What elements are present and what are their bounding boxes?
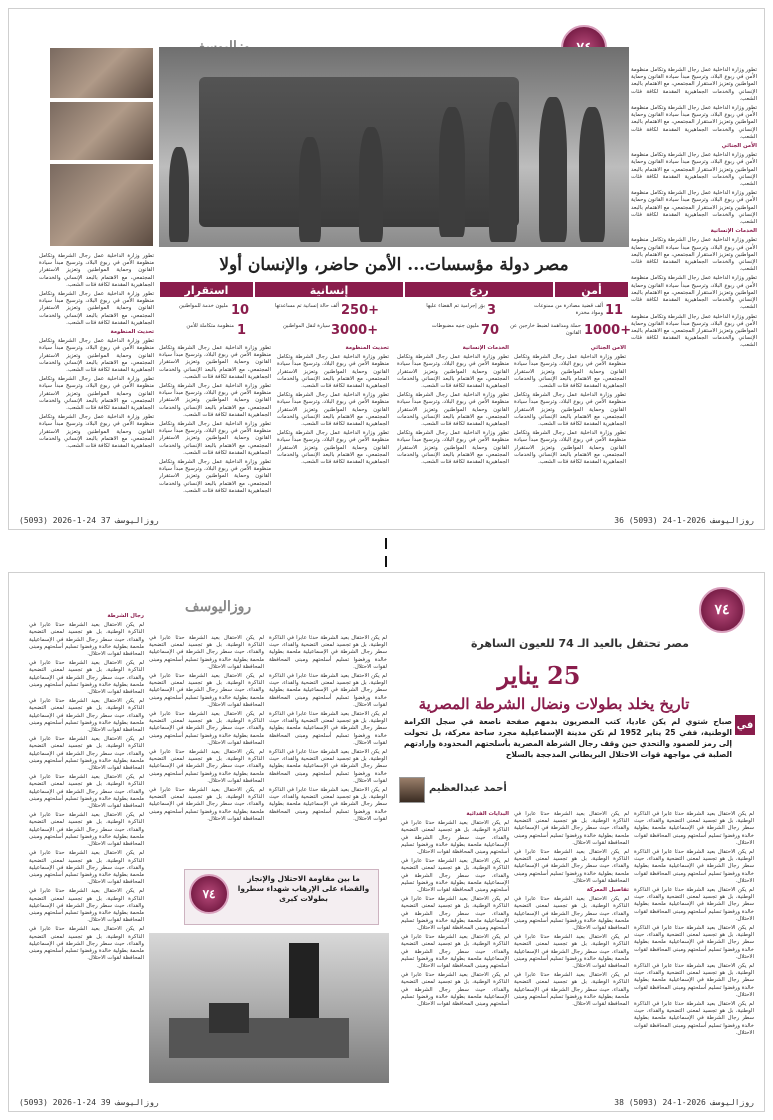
body-paragraph: تطور وزارة الداخلية عمل رجال الشرطة وتكامل منظومة الأمن في ربوع البلاد، وترسيخ مبدأ سيادة القانون وحماية المواطنين وتعزيز الاستقرار المجتمعي، مع الاهتمام بالبعد الإنساني والخدمات الجماهيرية المقدمة لكافة فئات الشعب. — [39, 376, 154, 412]
body-paragraph: تطور وزارة الداخلية عمل رجال الشرطة وتكامل منظومة الأمن في ربوع البلاد، وترسيخ مبدأ سيادة القانون وحماية المواطنين وتعزيز الاستقرار المجتمعي، مع الاهتمام بالبعد الإنساني والخدمات الجماهيرية المقدمة لكافة فئات الشعب. — [631, 67, 757, 102]
body-paragraph: تطور وزارة الداخلية عمل رجال الشرطة وتكامل منظومة الأمن في ربوع البلاد، وترسيخ مبدأ سيادة القانون وحماية المواطنين وتعزيز الاستقرار المجتمعي، مع الاهتمام بالبعد الإنساني والخدمات الجماهيرية المقدمة لكافة فئات الشعب. — [159, 383, 271, 418]
stat-header: ردع — [404, 281, 554, 298]
fold-mark — [385, 556, 387, 567]
article-column — [397, 345, 509, 513]
subheading: الخدمات الإنسانية — [710, 228, 757, 235]
thumbnail-photo — [49, 163, 154, 247]
body-paragraph: تطور وزارة الداخلية عمل رجال الشرطة وتكامل منظومة الأمن في ربوع البلاد، وترسيخ مبدأ سيادة القانون وحماية المواطنين وتعزيز الاستقرار المجتمعي، مع الاهتمام بالبعد الإنساني والخدمات الجماهيرية المقدمة لكافة فئات الشعب. — [631, 275, 757, 311]
body-paragraph: لم يكن الاحتفال بعيد الشرطة حدثا عابرا في الذاكرة الوطنية، بل هو تجسيد لمعنى التضحية والفداء، حيث سطر رجال الشرطة في الإسماعيلية ملحمة بطولية خالدة ورفضوا تسليم أسلحتهم ومبنى المحافظة لقوات الاحتلال. — [401, 934, 509, 970]
body-paragraph: لم يكن الاحتفال بعيد الشرطة حدثا عابرا في الذاكرة الوطنية، بل هو تجسيد لمعنى التضحية والفداء، حيث سطر رجال الشرطة في الإسماعيلية ملحمة بطولية خالدة ورفضوا تسليم أسلحتهم ومبنى المحافظة لقوات الاحتلال. — [514, 811, 629, 846]
body-paragraph: تطور وزارة الداخلية عمل رجال الشرطة وتكامل منظومة الأمن في ربوع البلاد، وترسيخ مبدأ سيادة القانون وحماية المواطنين وتعزيز الاستقرار المجتمعي، مع الاهتمام بالبعد الإنساني والخدمات الجماهيرية المقدمة لكافة فئات الشعب. — [631, 105, 757, 140]
subheading: تحديث المنظومة — [345, 345, 389, 351]
stat-text: مليون جنيه مضبوطات — [431, 323, 479, 329]
stat-number: 10 — [231, 303, 250, 318]
historical-photo — [149, 933, 389, 1083]
body-paragraph: لم يكن الاحتفال بعيد الشرطة حدثا عابرا في الذاكرة الوطنية، بل هو تجسيد لمعنى التضحية والفداء، حيث سطر رجال الشرطة في الإسماعيلية ملحمة بطولية خالدة ورفضوا تسليم أسلحتهم ومبنى المحافظة لقوات الاحتلال. — [29, 926, 144, 962]
subheading: تحديث المنظومة — [110, 329, 154, 336]
subheading: الأمن الجنائي — [590, 345, 626, 351]
stat-number: 1 — [237, 323, 247, 338]
body-paragraph: لم يكن الاحتفال بعيد الشرطة حدثا عابرا في الذاكرة الوطنية، بل هو تجسيد لمعنى التضحية والفداء، حيث سطر رجال الشرطة في الإسماعيلية ملحمة بطولية خالدة ورفضوا تسليم أسلحتهم ومبنى المحافظة لقوات الاحتلال. — [401, 858, 509, 894]
body-paragraph: لم يكن الاحتفال بعيد الشرطة حدثا عابرا في الذاكرة الوطنية، بل هو تجسيد لمعنى التضحية والفداء، حيث سطر رجال الشرطة في الإسماعيلية ملحمة بطولية خالدة ورفضوا تسليم أسلحتهم ومبنى المحافظة لقوات الاحتلال. — [29, 698, 144, 734]
body-paragraph: تطور وزارة الداخلية عمل رجال الشرطة وتكامل منظومة الأمن في ربوع البلاد، وترسيخ مبدأ سيادة القانون وحماية المواطنين وتعزيز الاستقرار المجتمعي، مع الاهتمام بالبعد الإنساني والخدمات الجماهيرية المقدمة لكافة فئات الشعب. — [39, 338, 154, 374]
rubble-shape — [169, 1018, 349, 1058]
body-paragraph: لم يكن الاحتفال بعيد الشرطة حدثا عابرا في الذاكرة الوطنية، بل هو تجسيد لمعنى التضحية والفداء، حيث سطر رجال الشرطة في الإسماعيلية ملحمة بطولية خالدة ورفضوا تسليم أسلحتهم ومبنى المحافظة لقوات الاحتلال. — [514, 849, 629, 884]
fold-mark — [385, 538, 387, 549]
hero-photo — [159, 47, 629, 247]
body-paragraph: لم يكن الاحتفال بعيد الشرطة حدثا عابرا في الذاكرة الوطنية، بل هو تجسيد لمعنى التضحية والفداء، حيث سطر رجال الشرطة في الإسماعيلية ملحمة بطولية خالدة ورفضوا تسليم أسلحتهم ومبنى المحافظة لقوات الاحتلال. — [149, 673, 264, 708]
page-footer: 38 روزاليوسف 2026-1-24 (5093) — [614, 1098, 754, 1107]
soldier-shape — [299, 137, 321, 242]
body-paragraph: لم يكن الاحتفال بعيد الشرطة حدثا عابرا في الذاكرة الوطنية، بل هو تجسيد لمعنى التضحية والفداء، حيث سطر رجال الشرطة في الإسماعيلية ملحمة بطولية خالدة ورفضوا تسليم أسلحتهم ومبنى المحافظة لقوات الاحتلال. — [401, 972, 509, 1008]
body-paragraph: لم يكن الاحتفال بعيد الشرطة حدثا عابرا في الذاكرة الوطنية، بل هو تجسيد لمعنى التضحية والفداء، حيث سطر رجال الشرطة في الإسماعيلية ملحمة بطولية خالدة ورفضوا تسليم أسلحتهم ومبنى المحافظة لقوات الاحتلال. — [269, 673, 387, 708]
soldier-shape — [289, 943, 319, 1023]
body-paragraph: لم يكن الاحتفال بعيد الشرطة حدثا عابرا في الذاكرة الوطنية، بل هو تجسيد لمعنى التضحية والفداء، حيث سطر رجال الشرطة في الإسماعيلية ملحمة بطولية خالدة ورفضوا تسليم أسلحتهم ومبنى المحافظة لقوات الاحتلال. — [634, 963, 754, 998]
body-paragraph: تطور وزارة الداخلية عمل رجال الشرطة وتكامل منظومة الأمن في ربوع البلاد، وترسيخ مبدأ سيادة القانون وحماية المواطنين وتعزيز الاستقرار المجتمعي، مع الاهتمام بالبعد الإنساني والخدمات الجماهيرية المقدمة لكافة فئات الشعب. — [39, 414, 154, 450]
body-paragraph: تطور وزارة الداخلية عمل رجال الشرطة وتكامل منظومة الأمن في ربوع البلاد، وترسيخ مبدأ سيادة القانون وحماية المواطنين وتعزيز الاستقرار المجتمعي، مع الاهتمام بالبعد الإنساني والخدمات الجماهيرية المقدمة لكافة فئات الشعب. — [631, 152, 757, 188]
body-paragraph: تطور وزارة الداخلية عمل رجال الشرطة وتكامل منظومة الأمن في ربوع البلاد، وترسيخ مبدأ سيادة القانون وحماية المواطنين وتعزيز الاستقرار المجتمعي، مع الاهتمام بالبعد الإنساني والخدمات الجماهيرية المقدمة لكافة فئات الشعب. — [39, 253, 154, 288]
body-paragraph: لم يكن الاحتفال بعيد الشرطة حدثا عابرا في الذاكرة الوطنية، بل هو تجسيد لمعنى التضحية والفداء، حيث سطر رجال الشرطة في الإسماعيلية ملحمة بطولية خالدة ورفضوا تسليم أسلحتهم ومبنى المحافظة لقوات الاحتلال. — [269, 787, 387, 822]
body-paragraph: تطور وزارة الداخلية عمل رجال الشرطة وتكامل منظومة الأمن في ربوع البلاد، وترسيخ مبدأ سيادة القانون وحماية المواطنين وتعزيز الاستقرار المجتمعي، مع الاهتمام بالبعد الإنساني والخدمات الجماهيرية المقدمة لكافة فئات الشعب. — [39, 291, 154, 326]
body-paragraph: لم يكن الاحتفال بعيد الشرطة حدثا عابرا في الذاكرة الوطنية، بل هو تجسيد لمعنى التضحية والفداء، حيث سطر رجال الشرطة في الإسماعيلية ملحمة بطولية خالدة ورفضوا تسليم أسلحتهم ومبنى المحافظة لقوات الاحتلال. — [29, 888, 144, 924]
body-paragraph: لم يكن الاحتفال بعيد الشرطة حدثا عابرا في الذاكرة الوطنية، بل هو تجسيد لمعنى التضحية والفداء، حيث سطر رجال الشرطة في الإسماعيلية ملحمة بطولية خالدة ورفضوا تسليم أسلحتهم ومبنى المحافظة لقوات الاحتلال. — [29, 736, 144, 772]
article-column — [634, 811, 754, 1081]
article-column — [149, 635, 264, 865]
magazine-spread-top — [8, 8, 765, 530]
title-date: 25 يناير — [497, 661, 581, 690]
soldier-shape — [209, 1003, 249, 1033]
page-footer: (5093) 2026-1-24 روزاليوسف 37 — [19, 516, 159, 525]
body-paragraph: لم يكن الاحتفال بعيد الشرطة حدثا عابرا في الذاكرة الوطنية، بل هو تجسيد لمعنى التضحية والفداء، حيث سطر رجال الشرطة في الإسماعيلية ملحمة بطولية خالدة ورفضوا تسليم أسلحتهم ومبنى المحافظة لقوات الاحتلال. — [634, 925, 754, 960]
article-column — [39, 253, 154, 513]
stat-text: ألف حالة إنسانية تم مساعدتها — [274, 303, 339, 309]
stat-text: ألف قضية مصادرة من ممنوعات ومواد مخدرة — [533, 303, 603, 316]
stat-number: +3000 — [331, 323, 379, 338]
page-footer: 36 روزاليوسف 2026-1-24 (5093) — [614, 516, 754, 525]
body-paragraph: لم يكن الاحتفال بعيد الشرطة حدثا عابرا في الذاكرة الوطنية، بل هو تجسيد لمعنى التضحية والفداء، حيث سطر رجال الشرطة في الإسماعيلية ملحمة بطولية خالدة ورفضوا تسليم أسلحتهم ومبنى المحافظة لقوات الاحتلال. — [149, 711, 264, 746]
subheading: رجال الشرطة — [107, 613, 144, 619]
article-column — [269, 635, 387, 865]
body-paragraph: لم يكن الاحتفال بعيد الشرطة حدثا عابرا في الذاكرة الوطنية، بل هو تجسيد لمعنى التضحية والفداء، حيث سطر رجال الشرطة في الإسماعيلية ملحمة بطولية خالدة ورفضوا تسليم أسلحتهم ومبنى المحافظة لقوات الاحتلال. — [29, 622, 144, 658]
pull-quote: ما بين مقاومة الاحتلال والإنجاز والقضاء على الإرهاب شهداء سطروا بطولات كبرى — [237, 874, 370, 903]
article-column — [277, 345, 389, 513]
article-column — [514, 345, 626, 513]
thumbnail-photo — [49, 101, 154, 161]
body-paragraph: لم يكن الاحتفال بعيد الشرطة حدثا عابرا في الذاكرة الوطنية، بل هو تجسيد لمعنى التضحية والفداء، حيث سطر رجال الشرطة في الإسماعيلية ملحمة بطولية خالدة ورفضوا تسليم أسلحتهم ومبنى المحافظة لقوات الاحتلال. — [29, 660, 144, 696]
headline: مصر دولة مؤسسات... الأمن حاضر، والإنسان أولا — [219, 255, 569, 275]
body-paragraph: لم يكن الاحتفال بعيد الشرطة حدثا عابرا في الذاكرة الوطنية، بل هو تجسيد لمعنى التضحية والفداء، حيث سطر رجال الشرطة في الإسماعيلية ملحمة بطولية خالدة ورفضوا تسليم أسلحتهم ومبنى المحافظة لقوات الاحتلال. — [634, 849, 754, 884]
soldier-shape — [169, 147, 189, 242]
body-paragraph: تطور وزارة الداخلية عمل رجال الشرطة وتكامل منظومة الأمن في ربوع البلاد، وترسيخ مبدأ سيادة القانون وحماية المواطنين وتعزيز الاستقرار المجتمعي، مع الاهتمام بالبعد الإنساني والخدمات الجماهيرية المقدمة لكافة فئات الشعب. — [631, 190, 757, 226]
soldier-shape — [439, 107, 465, 237]
author-photo — [399, 777, 425, 803]
body-paragraph: لم يكن الاحتفال بعيد الشرطة حدثا عابرا في الذاكرة الوطنية، بل هو تجسيد لمعنى التضحية والفداء، حيث سطر رجال الشرطة في الإسماعيلية ملحمة بطولية خالدة ورفضوا تسليم أسلحتهم ومبنى المحافظة لقوات الاحتلال. — [29, 812, 144, 848]
author-name: أحمد عبدالعظيم — [429, 783, 507, 794]
body-paragraph: لم يكن الاحتفال بعيد الشرطة حدثا عابرا في الذاكرة الوطنية، بل هو تجسيد لمعنى التضحية والفداء، حيث سطر رجال الشرطة في الإسماعيلية ملحمة بطولية خالدة ورفضوا تسليم أسلحتهم ومبنى المحافظة لقوات الاحتلال. — [634, 811, 754, 846]
body-paragraph: لم يكن الاحتفال بعيد الشرطة حدثا عابرا في الذاكرة الوطنية، بل هو تجسيد لمعنى التضحية والفداء، حيث سطر رجال الشرطة في الإسماعيلية ملحمة بطولية خالدة ورفضوا تسليم أسلحتهم ومبنى المحافظة لقوات الاحتلال. — [269, 711, 387, 746]
subheading: الأمن الجنائي — [721, 143, 757, 150]
article-column — [514, 811, 629, 1081]
stat-text: حملة ومداهمة لضبط خارجين عن القانون — [510, 323, 581, 336]
article-column — [159, 345, 271, 513]
subheading: تفاصيل المعركة — [586, 887, 629, 894]
body-paragraph: لم يكن الاحتفال بعيد الشرطة حدثا عابرا في الذاكرة الوطنية، بل هو تجسيد لمعنى التضحية والفداء، حيث سطر رجال الشرطة في الإسماعيلية ملحمة بطولية خالدة ورفضوا تسليم أسلحتهم ومبنى المحافظة لقوات الاحتلال. — [149, 749, 264, 784]
stat-text: مليون خدمة للمواطنين — [179, 303, 228, 309]
lead-paragraph: صباح شتوي لم يكن عاديا، كتب المصريون بدمهم صفحة ناصعة في سجل الكرامة الوطنية، ففي 25 يناير 1952 لم تكن مدينة الإسماعيلية مجرد ساحة معركة، بل تحولت إلى رمز للصمود والتحدي حين وقف رجال الشرطة المصرية بأسلحتهم المحدودة وإرادتهم الصلبة في مواجهة قوات الاحتلال البريطاني المدججة بالسلاح — [404, 717, 732, 759]
page-footer: (5093) 2026-1-24 روزاليوسف 39 — [19, 1098, 159, 1107]
stat-number: +250 — [341, 303, 380, 318]
body-paragraph: تطور وزارة الداخلية عمل رجال الشرطة وتكامل منظومة الأمن في ربوع البلاد، وترسيخ مبدأ سيادة القانون وحماية المواطنين وتعزيز الاستقرار المجتمعي، مع الاهتمام بالبعد الإنساني والخدمات الجماهيرية المقدمة لكافة فئات الشعب. — [514, 430, 626, 466]
stat-number: +1000 — [584, 323, 632, 338]
lead-initial: في — [735, 715, 755, 735]
body-paragraph: تطور وزارة الداخلية عمل رجال الشرطة وتكامل منظومة الأمن في ربوع البلاد، وترسيخ مبدأ سيادة القانون وحماية المواطنين وتعزيز الاستقرار المجتمعي، مع الاهتمام بالبعد الإنساني والخدمات الجماهيرية المقدمة لكافة فئات الشعب. — [159, 345, 271, 380]
title-main: تاريخ يخلد بطولات ونضال الشرطة المصرية — [418, 695, 690, 713]
soldier-shape — [539, 97, 567, 242]
anniversary-badge: ٧٤ — [189, 874, 229, 914]
body-paragraph: تطور وزارة الداخلية عمل رجال الشرطة وتكامل منظومة الأمن في ربوع البلاد، وترسيخ مبدأ سيادة القانون وحماية المواطنين وتعزيز الاستقرار المجتمعي، مع الاهتمام بالبعد الإنساني والخدمات الجماهيرية المقدمة لكافة فئات الشعب. — [397, 354, 509, 390]
magazine-spread-bottom — [8, 572, 765, 1112]
stat-header: إنسانية — [254, 281, 404, 298]
body-paragraph: تطور وزارة الداخلية عمل رجال الشرطة وتكامل منظومة الأمن في ربوع البلاد، وترسيخ مبدأ سيادة القانون وحماية المواطنين وتعزيز الاستقرار المجتمعي، مع الاهتمام بالبعد الإنساني والخدمات الجماهيرية المقدمة لكافة فئات الشعب. — [631, 313, 757, 349]
body-paragraph: لم يكن الاحتفال بعيد الشرطة حدثا عابرا في الذاكرة الوطنية، بل هو تجسيد لمعنى التضحية والفداء، حيث سطر رجال الشرطة في الإسماعيلية ملحمة بطولية خالدة ورفضوا تسليم أسلحتهم ومبنى المحافظة لقوات الاحتلال. — [514, 896, 629, 932]
stat-header: أمن — [554, 281, 629, 298]
thumbnail-photo — [49, 47, 154, 99]
body-paragraph: لم يكن الاحتفال بعيد الشرطة حدثا عابرا في الذاكرة الوطنية، بل هو تجسيد لمعنى التضحية والفداء، حيث سطر رجال الشرطة في الإسماعيلية ملحمة بطولية خالدة ورفضوا تسليم أسلحتهم ومبنى المحافظة لقوات الاحتلال. — [269, 749, 387, 784]
body-paragraph: تطور وزارة الداخلية عمل رجال الشرطة وتكامل منظومة الأمن في ربوع البلاد، وترسيخ مبدأ سيادة القانون وحماية المواطنين وتعزيز الاستقرار المجتمعي، مع الاهتمام بالبعد الإنساني والخدمات الجماهيرية المقدمة لكافة فئات الشعب. — [514, 354, 626, 390]
body-paragraph: تطور وزارة الداخلية عمل رجال الشرطة وتكامل منظومة الأمن في ربوع البلاد، وترسيخ مبدأ سيادة القانون وحماية المواطنين وتعزيز الاستقرار المجتمعي، مع الاهتمام بالبعد الإنساني والخدمات الجماهيرية المقدمة لكافة فئات الشعب. — [397, 392, 509, 428]
anniversary-badge: ٧٤ — [699, 587, 745, 633]
stat-text: منظومة متكاملة للأمن — [186, 323, 234, 329]
soldier-shape — [359, 127, 383, 242]
body-paragraph: تطور وزارة الداخلية عمل رجال الشرطة وتكامل منظومة الأمن في ربوع البلاد، وترسيخ مبدأ سيادة القانون وحماية المواطنين وتعزيز الاستقرار المجتمعي، مع الاهتمام بالبعد الإنساني والخدمات الجماهيرية المقدمة لكافة فئات الشعب. — [397, 430, 509, 466]
body-paragraph: لم يكن الاحتفال بعيد الشرطة حدثا عابرا في الذاكرة الوطنية، بل هو تجسيد لمعنى التضحية والفداء، حيث سطر رجال الشرطة في الإسماعيلية ملحمة بطولية خالدة ورفضوا تسليم أسلحتهم ومبنى المحافظة لقوات الاحتلال. — [149, 787, 264, 822]
pull-quote-box — [184, 869, 379, 925]
body-paragraph: لم يكن الاحتفال بعيد الشرطة حدثا عابرا في الذاكرة الوطنية، بل هو تجسيد لمعنى التضحية والفداء، حيث سطر رجال الشرطة في الإسماعيلية ملحمة بطولية خالدة ورفضوا تسليم أسلحتهم ومبنى المحافظة لقوات الاحتلال. — [29, 774, 144, 810]
body-paragraph: تطور وزارة الداخلية عمل رجال الشرطة وتكامل منظومة الأمن في ربوع البلاد، وترسيخ مبدأ سيادة القانون وحماية المواطنين وتعزيز الاستقرار المجتمعي، مع الاهتمام بالبعد الإنساني والخدمات الجماهيرية المقدمة لكافة فئات الشعب. — [631, 237, 757, 273]
body-paragraph: لم يكن الاحتفال بعيد الشرطة حدثا عابرا في الذاكرة الوطنية، بل هو تجسيد لمعنى التضحية والفداء، حيث سطر رجال الشرطة في الإسماعيلية ملحمة بطولية خالدة ورفضوا تسليم أسلحتهم ومبنى المحافظة لقوات الاحتلال. — [401, 896, 509, 932]
stat-number: 11 — [605, 303, 624, 318]
stat-number: 70 — [481, 323, 500, 338]
article-column — [631, 67, 757, 512]
body-paragraph: تطور وزارة الداخلية عمل رجال الشرطة وتكامل منظومة الأمن في ربوع البلاد، وترسيخ مبدأ سيادة القانون وحماية المواطنين وتعزيز الاستقرار المجتمعي، مع الاهتمام بالبعد الإنساني والخدمات الجماهيرية المقدمة لكافة فئات الشعب. — [277, 392, 389, 428]
article-column — [29, 613, 144, 1081]
body-paragraph: تطور وزارة الداخلية عمل رجال الشرطة وتكامل منظومة الأمن في ربوع البلاد، وترسيخ مبدأ سيادة القانون وحماية المواطنين وتعزيز الاستقرار المجتمعي، مع الاهتمام بالبعد الإنساني والخدمات الجماهيرية المقدمة لكافة فئات الشعب. — [159, 459, 271, 494]
body-paragraph: لم يكن الاحتفال بعيد الشرطة حدثا عابرا في الذاكرة الوطنية، بل هو تجسيد لمعنى التضحية والفداء، حيث سطر رجال الشرطة في الإسماعيلية ملحمة بطولية خالدة ورفضوا تسليم أسلحتهم ومبنى المحافظة لقوات الاحتلال. — [514, 934, 629, 970]
body-paragraph: لم يكن الاحتفال بعيد الشرطة حدثا عابرا في الذاكرة الوطنية، بل هو تجسيد لمعنى التضحية والفداء، حيث سطر رجال الشرطة في الإسماعيلية ملحمة بطولية خالدة ورفضوا تسليم أسلحتهم ومبنى المحافظة لقوات الاحتلال. — [634, 887, 754, 922]
body-paragraph: لم يكن الاحتفال بعيد الشرطة حدثا عابرا في الذاكرة الوطنية، بل هو تجسيد لمعنى التضحية والفداء، حيث سطر رجال الشرطة في الإسماعيلية ملحمة بطولية خالدة ورفضوا تسليم أسلحتهم ومبنى المحافظة لقوات الاحتلال. — [514, 972, 629, 1008]
stat-header: استقرار — [159, 281, 254, 298]
subheading: الخدمات الإنسانية — [462, 345, 509, 351]
kicker: مصر تحتفل بالعيد الـ 74 للعيون الساهرة — [471, 637, 689, 650]
soldier-shape — [489, 102, 517, 242]
body-paragraph: لم يكن الاحتفال بعيد الشرطة حدثا عابرا في الذاكرة الوطنية، بل هو تجسيد لمعنى التضحية والفداء، حيث سطر رجال الشرطة في الإسماعيلية ملحمة بطولية خالدة ورفضوا تسليم أسلحتهم ومبنى المحافظة لقوات الاحتلال. — [29, 850, 144, 886]
article-column — [401, 811, 509, 1081]
stat-text: بؤر إجرامية تم القضاء عليها — [426, 303, 485, 309]
body-paragraph: تطور وزارة الداخلية عمل رجال الشرطة وتكامل منظومة الأمن في ربوع البلاد، وترسيخ مبدأ سيادة القانون وحماية المواطنين وتعزيز الاستقرار المجتمعي، مع الاهتمام بالبعد الإنساني والخدمات الجماهيرية المقدمة لكافة فئات الشعب. — [277, 354, 389, 390]
body-paragraph: لم يكن الاحتفال بعيد الشرطة حدثا عابرا في الذاكرة الوطنية، بل هو تجسيد لمعنى التضحية والفداء، حيث سطر رجال الشرطة في الإسماعيلية ملحمة بطولية خالدة ورفضوا تسليم أسلحتهم ومبنى المحافظة لقوات الاحتلال. — [269, 635, 387, 670]
body-paragraph: لم يكن الاحتفال بعيد الشرطة حدثا عابرا في الذاكرة الوطنية، بل هو تجسيد لمعنى التضحية والفداء، حيث سطر رجال الشرطة في الإسماعيلية ملحمة بطولية خالدة ورفضوا تسليم أسلحتهم ومبنى المحافظة لقوات الاحتلال. — [149, 635, 264, 670]
stat-number: 3 — [487, 303, 497, 318]
body-paragraph: تطور وزارة الداخلية عمل رجال الشرطة وتكامل منظومة الأمن في ربوع البلاد، وترسيخ مبدأ سيادة القانون وحماية المواطنين وتعزيز الاستقرار المجتمعي، مع الاهتمام بالبعد الإنساني والخدمات الجماهيرية المقدمة لكافة فئات الشعب. — [159, 421, 271, 456]
body-paragraph: تطور وزارة الداخلية عمل رجال الشرطة وتكامل منظومة الأمن في ربوع البلاد، وترسيخ مبدأ سيادة القانون وحماية المواطنين وتعزيز الاستقرار المجتمعي، مع الاهتمام بالبعد الإنساني والخدمات الجماهيرية المقدمة لكافة فئات الشعب. — [277, 430, 389, 466]
brand-logo: روزاليوسف — [185, 599, 252, 615]
subheading: البدايات الفدائية — [466, 811, 509, 817]
body-paragraph: تطور وزارة الداخلية عمل رجال الشرطة وتكامل منظومة الأمن في ربوع البلاد، وترسيخ مبدأ سيادة القانون وحماية المواطنين وتعزيز الاستقرار المجتمعي، مع الاهتمام بالبعد الإنساني والخدمات الجماهيرية المقدمة لكافة فئات الشعب. — [514, 392, 626, 428]
soldier-shape — [579, 107, 605, 242]
body-paragraph: لم يكن الاحتفال بعيد الشرطة حدثا عابرا في الذاكرة الوطنية، بل هو تجسيد لمعنى التضحية والفداء، حيث سطر رجال الشرطة في الإسماعيلية ملحمة بطولية خالدة ورفضوا تسليم أسلحتهم ومبنى المحافظة لقوات الاحتلال. — [634, 1001, 754, 1036]
stat-text: سيارة لنقل المواطنين — [282, 323, 330, 329]
body-paragraph: لم يكن الاحتفال بعيد الشرطة حدثا عابرا في الذاكرة الوطنية، بل هو تجسيد لمعنى التضحية والفداء، حيث سطر رجال الشرطة في الإسماعيلية ملحمة بطولية خالدة ورفضوا تسليم أسلحتهم ومبنى المحافظة لقوات الاحتلال. — [401, 820, 509, 856]
